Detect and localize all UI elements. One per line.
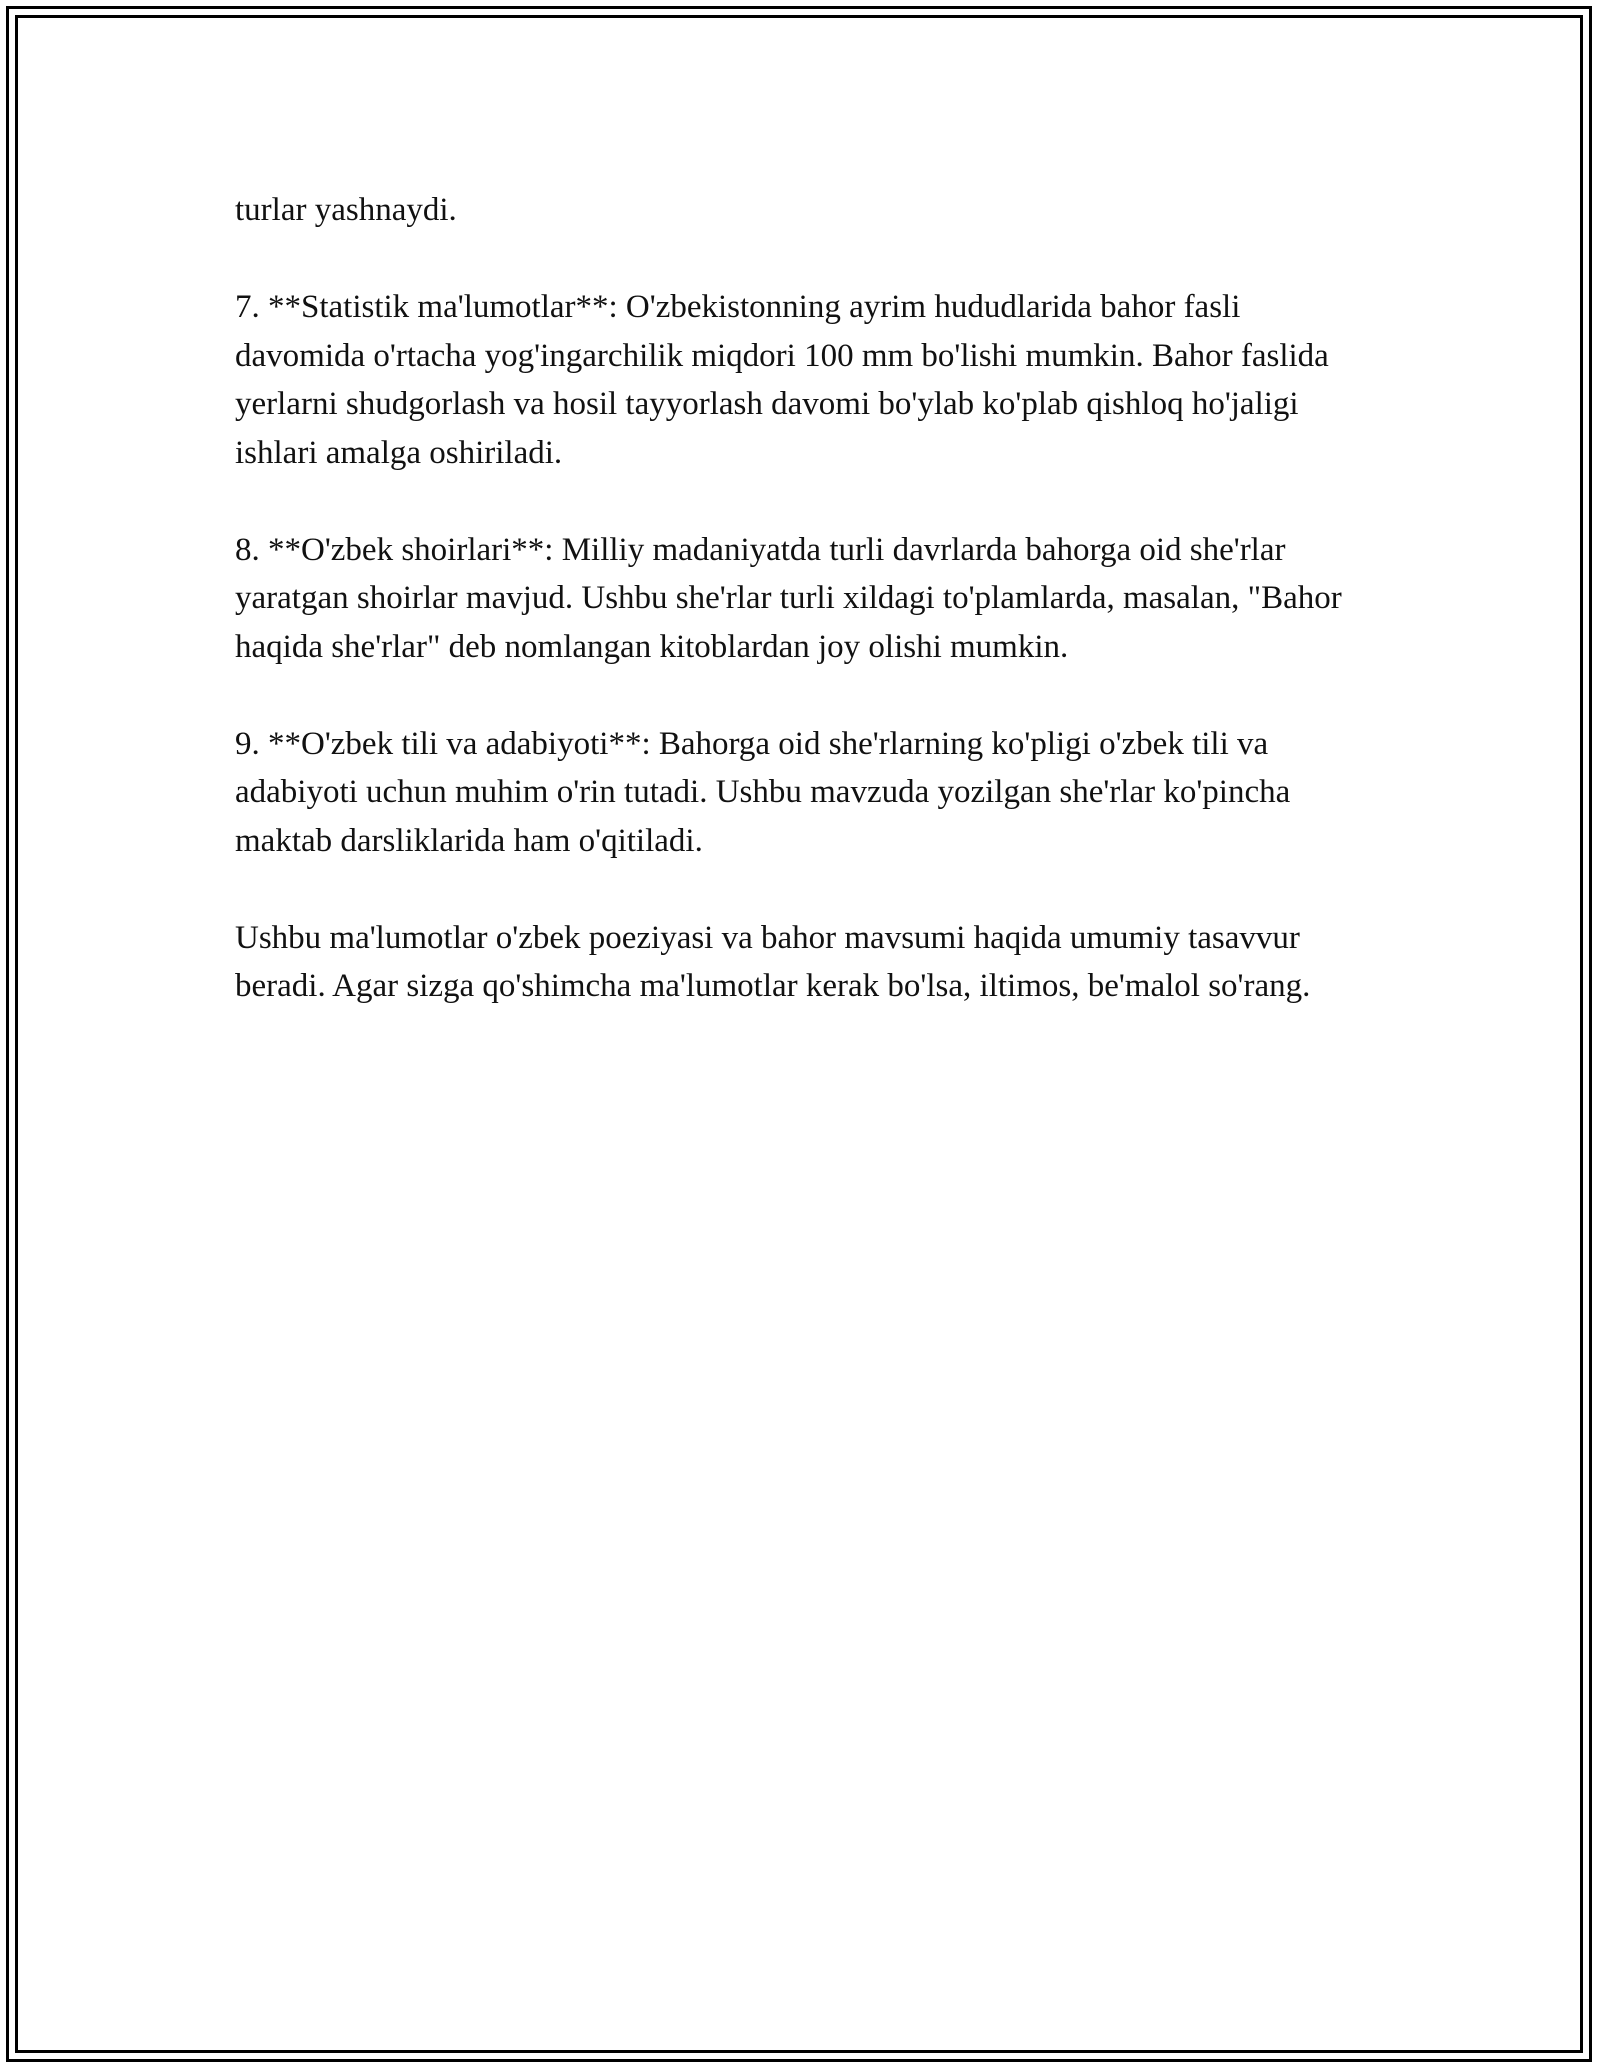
paragraph-continuation: turlar yashnaydi. — [235, 192, 457, 228]
paragraph-closing: Ushbu ma'lumotlar o'zbek poeziyasi va bahor mavsumi haqida umumiy tasavvur beradi. Agar sizga qo'shimcha ma'lumotlar kerak bo'lsa, iltimos, be'malol so'rang. — [235, 919, 1311, 1004]
paragraph-item-9-language-literature: 9. **O'zbek tili va adabiyoti**: Bahorga oid she'rlarning ko'pligi o'zbek tili va adabiyoti uchun muhim o'rin tutadi. Ushbu mavzuda yozilgan she'rlar ko'pincha maktab darsliklarida ham o'qitiladi. — [235, 725, 1299, 859]
document-body — [235, 186, 1365, 1059]
paragraph-item-8-poets: 8. **O'zbek shoirlari**: Milliy madaniyatda turli davrlarda bahorga oid she'rlar yaratgan shoirlar mavjud. Ushbu she'rlar turli xildagi to'plamlarda, masalan, "Bahor haqida she'rlar" deb nomlangan kitoblardan joy olishi mumkin. — [235, 531, 1350, 665]
paragraph-item-7-statistics: 7. **Statistik ma'lumotlar**: O'zbekistonning ayrim hududlarida bahor fasli davomida o'rtacha yog'ingarchilik miqdori 100 mm bo'lishi mumkin. Bahor faslida yerlarni shudgorlash va hosil tayyorlash davomi bo'ylab ko'plab qishloq ho'jaligi ishlari amalga oshiriladi. — [235, 289, 1338, 471]
